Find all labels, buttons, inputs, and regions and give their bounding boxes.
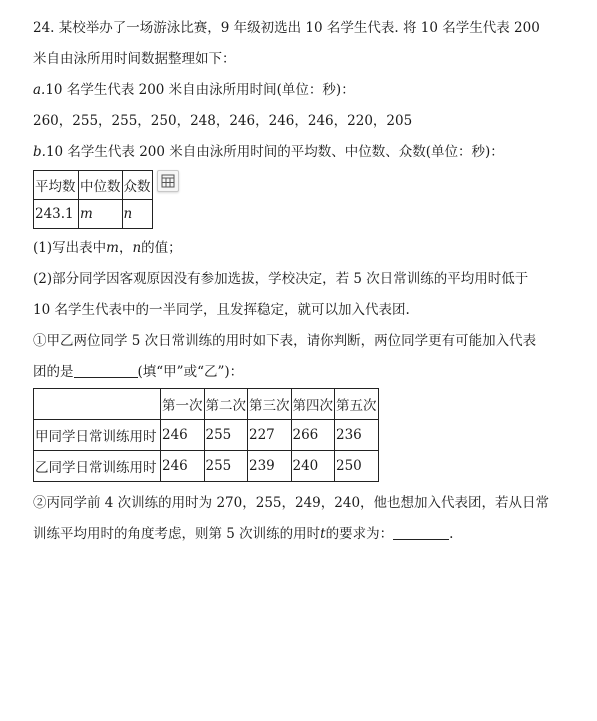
sub-question-2-line-2 [33,525,453,543]
training-header-4: 第四次 [291,389,335,420]
table-grid-icon[interactable] [157,170,179,192]
part-b-text: 10 名学生代表 200 米自由泳所用时间的平均数、中位数、众数(单位：秒)： [45,144,504,160]
answer-blank-1[interactable] [74,363,138,378]
row-label-jia: 甲同学日常训练用时 [34,420,161,451]
table-cell: 227 [248,420,292,451]
table-cell: 250 [335,451,379,482]
stats-value-mean: 243.1 [34,200,79,229]
sub2-suffix: 的要求为： [325,526,394,542]
data-values: 260，255，255，250，248，246，246，246，220，205 [33,113,413,129]
sub2-end: . [449,526,454,542]
table-cell: 246 [161,420,205,451]
problem-line-2: 米自由泳所用时间数据整理如下： [33,51,236,67]
part-b-label: b. [33,144,46,160]
training-table [33,388,379,482]
table-row [34,451,379,482]
part-b [33,143,504,161]
table-cell: 266 [291,420,335,451]
stats-header-mean: 平均数 [34,171,79,200]
sub-question-1-line-2 [33,363,243,381]
training-header-5: 第五次 [335,389,379,420]
sub1-prefix: 团的是 [33,364,74,380]
table-cell: 239 [248,451,292,482]
part-a [33,81,355,99]
stats-header-mode: 众数 [122,171,152,200]
table-cell: 240 [291,451,335,482]
question-2-line-1: (2)部分同学因客观原因没有参加选拔，学校决定，若 5 次日常训练的平均用时低于 [33,271,529,287]
table-cell: 255 [204,451,248,482]
stats-table-header-row [34,171,153,200]
sub1-suffix: (填“甲”或“乙”)： [137,364,244,380]
training-header-1: 第一次 [161,389,205,420]
sub2-prefix: 训练平均用时的角度考虑，则第 5 次训练的用时 [33,526,321,542]
training-header-empty [34,389,161,420]
q1-n: n [132,240,142,256]
stats-value-median: m [79,200,123,229]
answer-blank-2[interactable] [393,525,449,540]
table-cell: 246 [161,451,205,482]
row-label-yi: 乙同学日常训练用时 [34,451,161,482]
question-2-line-2: 10 名学生代表中的一半同学，且发挥稳定，就可以加入代表团. [33,302,410,318]
question-1 [33,239,182,257]
stats-value-mode: n [122,200,152,229]
table-cell: 236 [335,420,379,451]
part-a-text: 10 名学生代表 200 米自由泳所用时间(单位：秒)： [45,82,355,98]
table-row [34,420,379,451]
part-a-label: a. [33,82,46,98]
q1-m: m [106,240,119,256]
training-header-2: 第二次 [204,389,248,420]
sub-question-2-line-1: ②丙同学前 4 次训练的用时为 270，255，249，240，他也想加入代表团，若从日常 [33,495,550,511]
training-header-row [34,389,379,420]
q1-suffix: 的值； [141,240,182,256]
sub-question-1-line-1: ①甲乙两位同学 5 次日常训练的用时如下表，请你判断，两位同学更有可能加入代表 [33,333,537,349]
stats-table-value-row [34,200,153,229]
q1-prefix: (1)写出表中 [33,240,107,256]
sub2-t: t [320,526,326,542]
training-header-3: 第三次 [248,389,292,420]
stats-table [33,170,153,229]
stats-header-median: 中位数 [79,171,123,200]
problem-line-1: 24. 某校举办了一场游泳比赛，9 年级初选出 10 名学生代表. 将 10 名学生代表 200 [33,20,540,36]
table-cell: 255 [204,420,248,451]
q1-sep: ， [118,240,133,256]
